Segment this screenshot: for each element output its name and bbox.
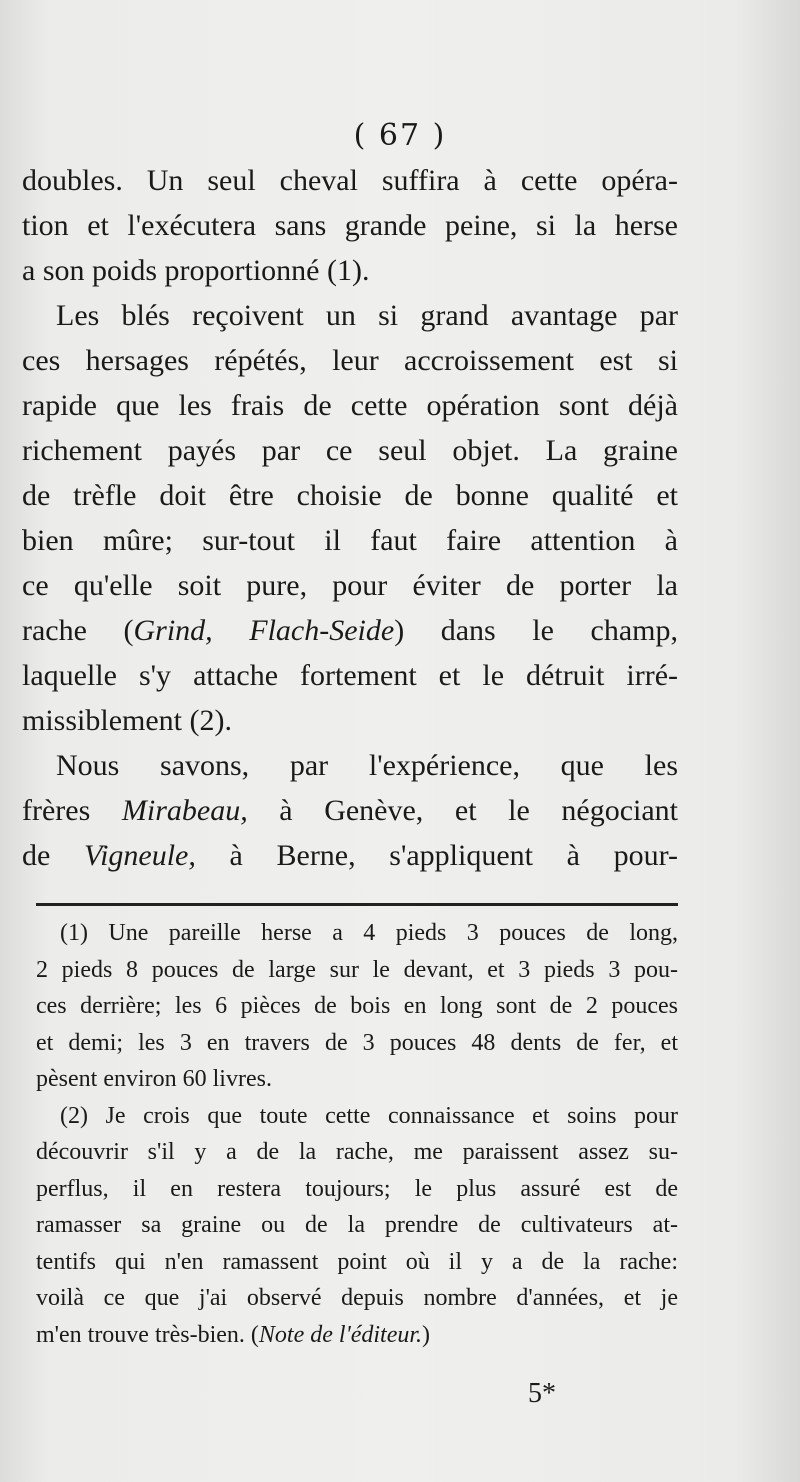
- text-line: tion et l'exécutera sans grande peine, si la herse: [22, 209, 678, 242]
- footnote-line: tentifs qui n'en ramassent point où il y a de la rache:: [36, 1248, 678, 1275]
- text-line: ce qu'elle soit pure, pour éviter de porter la: [22, 569, 678, 602]
- text-line: rapide que les frais de cette opération sont déjà: [22, 389, 678, 422]
- text-line: richement payés par ce seul objet. La graine: [22, 434, 678, 467]
- signature-mark: 5*: [528, 1378, 556, 1409]
- footnote-line: perflus, il en restera toujours; le plus assuré est de: [36, 1175, 678, 1202]
- italic-name: Mirabeau,: [121, 794, 248, 827]
- footnote-rule: [36, 903, 678, 906]
- text-fragment: à Genève, et le négociant: [247, 794, 679, 827]
- text-line: ces hersages répétés, leur accroissement est si: [22, 344, 678, 377]
- text-line: [22, 833, 678, 878]
- text-fragment: frères: [22, 794, 122, 827]
- text-line: de trèfle doit être choisie de bonne qualité et: [22, 479, 678, 512]
- italic-name: Vigneule,: [83, 839, 196, 872]
- text-fragment: ): [422, 1321, 431, 1348]
- text-line: missiblement (2).: [22, 704, 232, 737]
- text-fragment: de: [22, 839, 84, 872]
- text-line: a son poids proportionné (1).: [22, 254, 370, 287]
- footnote-line: voilà ce que j'ai observé depuis nombre d'années, et je: [36, 1285, 678, 1311]
- footnote-line: ces derrière; les 6 pièces de bois en long sont de 2 pouces: [36, 993, 678, 1019]
- text-line: Les blés reçoivent un si grand avantage par: [56, 299, 678, 332]
- page-number: ( 67 ): [353, 118, 447, 153]
- text-line: Nous savons, par l'expérience, que les: [56, 749, 678, 782]
- footnote-line: pèsent environ 60 livres.: [36, 1066, 272, 1092]
- footnote-line: 2 pieds 8 pouces de large sur le devant, et 3 pieds 3 pou-: [36, 956, 678, 983]
- footnote-line: et demi; les 3 en travers de 3 pouces 48 dents de fer, et: [36, 1029, 678, 1056]
- footnote-line: découvrir s'il y a de la rache, me paraissent assez su-: [36, 1139, 678, 1165]
- footnotes: [36, 915, 678, 1353]
- text-line: [22, 788, 678, 833]
- main-text: [22, 158, 678, 878]
- text-line: bien mûre; sur-tout il faut faire attention à: [22, 524, 678, 557]
- text-line: [22, 608, 678, 653]
- text-fragment: rache (: [22, 614, 134, 647]
- footnote-line: [36, 1317, 678, 1354]
- footnote-line: (2) Je crois que toute cette connaissance et soins pour: [60, 1102, 678, 1129]
- text-fragment: m'en trouve très-bien. (: [36, 1321, 259, 1348]
- italic-term: Grind, Flach-Seide: [133, 614, 395, 647]
- footnote-line: ramasser sa graine ou de la prendre de cultivateurs at-: [36, 1212, 678, 1238]
- text-line: doubles. Un seul cheval suffira à cette opéra-: [22, 164, 678, 197]
- footnote-line: (1) Une pareille herse a 4 pieds 3 pouces de long,: [60, 920, 678, 946]
- text-line: laquelle s'y attache fortement et le détruit irré-: [22, 659, 678, 692]
- text-fragment: à Berne, s'appliquent à pour-: [195, 839, 678, 872]
- editor-note: Note de l'éditeur.: [258, 1321, 423, 1348]
- text-fragment: ) dans le champ,: [394, 614, 678, 647]
